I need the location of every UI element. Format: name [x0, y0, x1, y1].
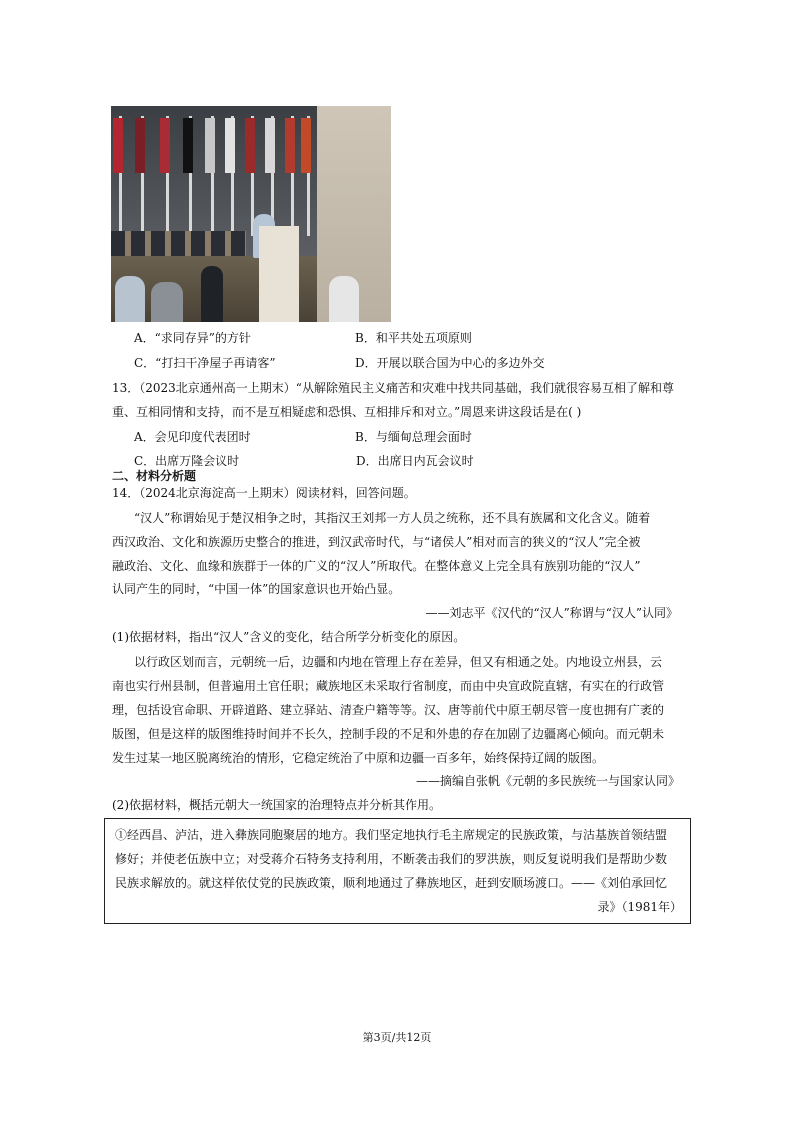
material1-line: 认同产生的同时，“中国一体”的国家意识也开始凸显。 [112, 582, 401, 596]
boxed-material-line: 修好；并使老伍族中立；对受蒋介石特务支持利用，不断袭击我们的罗洪族，则反复说明我们是帮助少数 [115, 852, 668, 866]
q13-option-b: B．与缅甸总理会面时 [355, 430, 472, 444]
material2-line: 理，包括设官命职、开辟道路、建立驿站、清查户籍等等。汉、唐等前代中原王朝尽管一度也拥有广袤的 [112, 703, 665, 717]
boxed-material-line: ①经西昌、泸沽，进入彝族同胞聚居的地方。我们坚定地执行毛主席规定的民族政策，与沽基族首领结盟 [115, 828, 668, 842]
q14-intro: 14．（2024北京海淀高一上期末）阅读材料，回答问题。 [112, 486, 416, 500]
conference-photo [111, 106, 391, 322]
material1-line: “汉人”称谓始见于楚汉相争之时，其指汉王刘邦一方人员之统称，还不具有族属和文化含义。随着 [134, 511, 651, 525]
boxed-material-line: 民族求解放的。就这样依仗党的民族政策，顺利地通过了彝族地区，赶到安顺场渡口。——《刘伯承回忆 [115, 876, 668, 890]
material1-line: 西汉政治、文化和族源历史整合的推进，到汉武帝时代，与“诸侯人”相对而言的狭义的“汉人”完全被 [112, 535, 641, 549]
material2-line: 南也实行州县制，但普遍用土官任职；藏族地区未采取行省制度，而由中央宣政院直辖，有实在的行政管 [112, 679, 665, 693]
q12-option-a: A．“求同存异”的方针 [134, 331, 251, 345]
q13-option-a: A．会见印度代表团时 [134, 430, 251, 444]
material2-source: ——摘编自张帆《元朝的多民族统一与国家认同》 [415, 774, 680, 788]
material2-line: 版图，但是这样的版图维持时间并不长久，控制手段的不足和外患的存在加剧了边疆离心倾向。而元朝未 [112, 727, 665, 741]
q13-stem-line2: 重、互相同情和支持，而不是互相疑虑和恐惧、互相排斥和对立。”周恩来讲这段话是在( ) [112, 405, 582, 419]
material1-source: ——刘志平《汉代的“汉人”称谓与“汉人”认同》 [425, 606, 678, 620]
q13-option-d: D．出席日内瓦会议时 [356, 454, 474, 468]
section-heading: 二、材料分析题 [112, 469, 197, 483]
q12-option-c: C．“打扫干净屋子再请客” [134, 356, 276, 370]
q12-option-d: D．开展以联合国为中心的多边外交 [355, 356, 545, 370]
material2-line: 发生过某一地区脱离统治的情形，它稳定统治了中原和边疆一百多年，始终保持辽阔的版图。 [112, 751, 605, 765]
q12-option-b: B．和平共处五项原则 [355, 331, 472, 345]
q14-subquestion-1: (1)依据材料，指出“汉人”含义的变化，结合所学分析变化的原因。 [112, 630, 466, 644]
boxed-material-last-line: 录》（1981年） [597, 900, 682, 914]
q14-subquestion-2: (2)依据材料，概括元朝大一统国家的治理特点并分析其作用。 [112, 798, 442, 812]
material2-line: 以行政区划而言，元朝统一后，边疆和内地在管理上存在差异，但又有相通之处。内地设立州县，云 [134, 655, 663, 669]
page-number: 第3页/共12页 [362, 1031, 432, 1044]
q13-stem-line1: 13．（2023北京通州高一上期末）“从解除殖民主义痛苦和灾难中找共同基础，我们就很容易互相了解和尊 [112, 381, 674, 395]
q13-option-c: C．出席万隆会议时 [134, 454, 240, 468]
material1-line: 融政治、文化、血缘和族群于一体的广义的“汉人”所取代。在整体意义上完全具有族别功能的“汉人” [112, 559, 641, 573]
